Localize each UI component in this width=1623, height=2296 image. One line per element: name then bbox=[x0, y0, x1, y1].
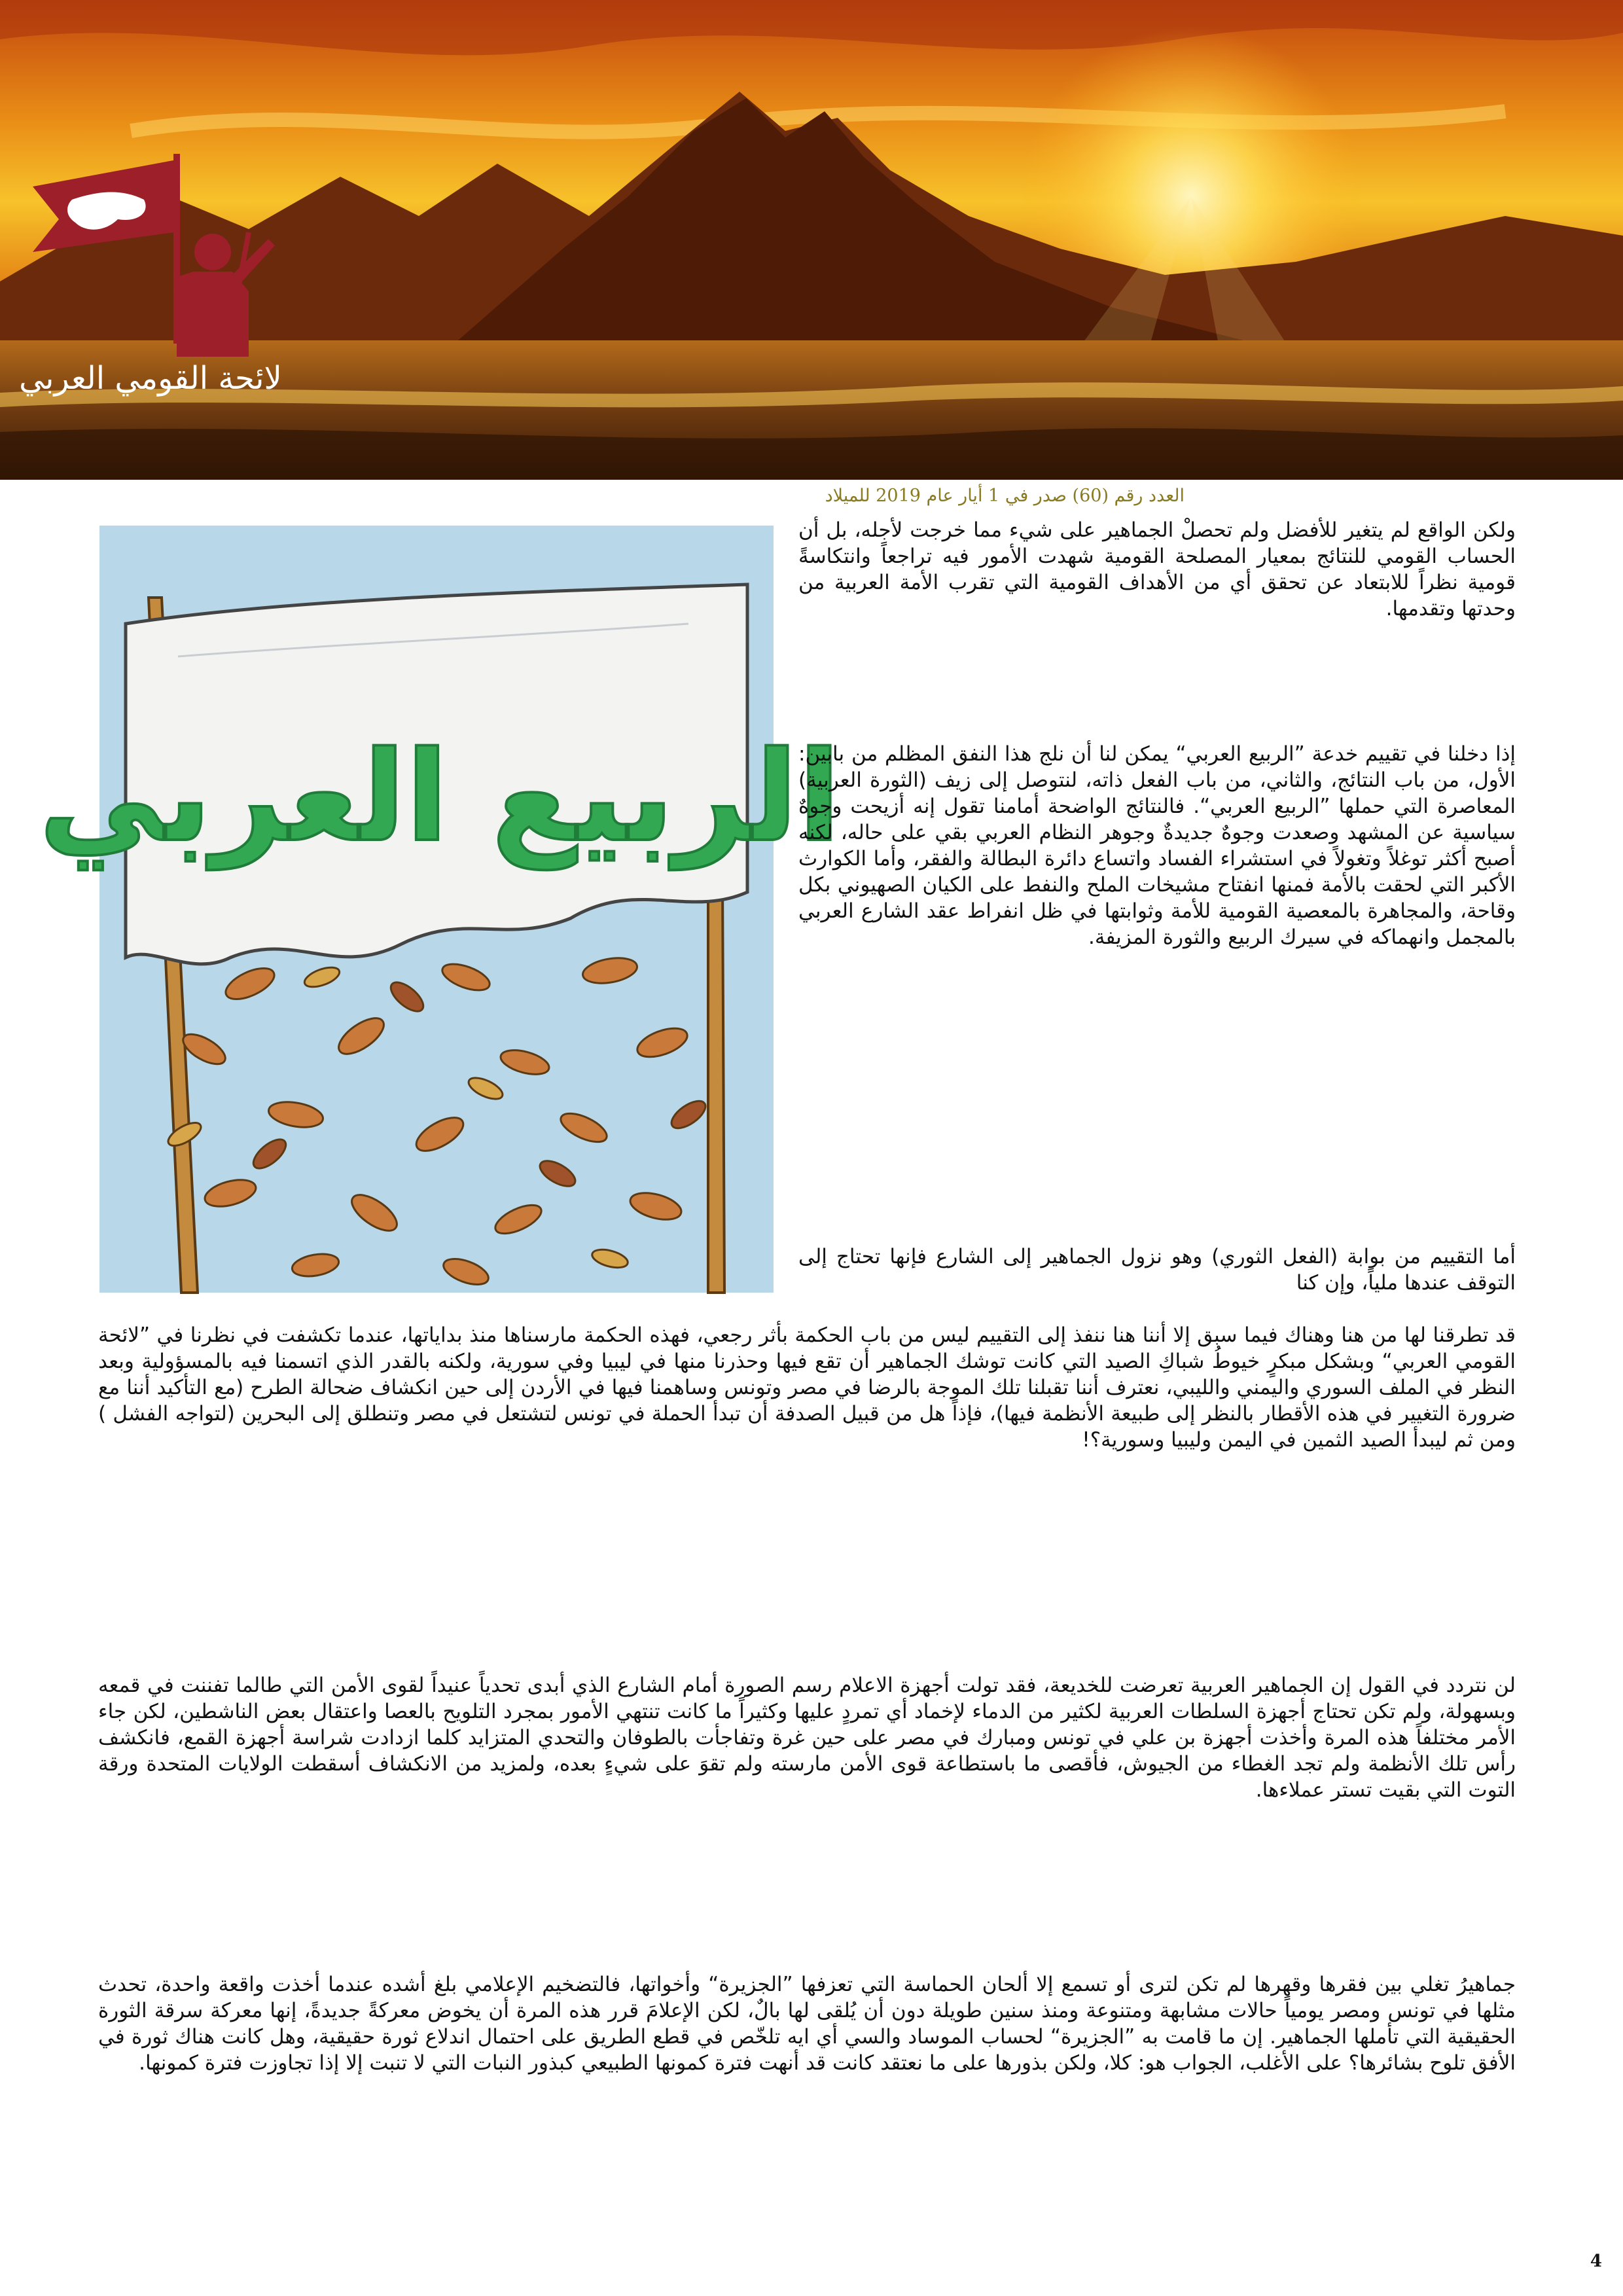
article-paragraph-3-continued: قد تطرقنا لها من هنا وهناك فيما سبق إلا أننا هنا ننفذ إلى التقييم ليس من باب الحكمة بأثر رجعي، فهذه الحكمة مارسناها منذ بداياتها، عندما تكشفت في نظرنا في ”لائحة القومي العربي“ وبشكل مبكرٍ خيوطُ شباكِ الصيد التي كانت توشك الجماهير أن تقع فيها وحذرنا منها في ليبيا وفي سورية، ولكنه بالقدر الذي اتسمنا فيه بالمسؤولية وبعد النظر في الملف السوري واليمني والليبي، نعترف أننا تقبلنا تلك الموجة بالرضا في مصر وتونس وساهمنا فيها في الأردن إلى حين انكشاف ضحالة الطرح (مع التأكيد أننا مع ضرورة التغيير في هذه الأقطار بالنظر إلى طبيعة الأنظمة فيها)، فإذاً هل من قبيل الصدفة أن تبدأ الحملة في تونس لتشتعل في مصر وتنطلق إلى البحرين (لتواجه الفشل ) ومن ثم ليبدأ الصيد الثمين في اليمن وليبيا وسورية؟! bbox=[98, 1323, 1516, 1452]
article-paragraph-4: لن نتردد في القول إن الجماهير العربية تعرضت للخديعة، فقد تولت أجهزة الاعلام رسم الصورة أمام الشارع الذي أبدى تحدياً عنيداً لقوى الأمن التي طالما تفننت في قمعه وبسهولة، ولم تكن تحتاج أجهزة السلطات العربية لكثير من الدماء لإخماد أي تمردٍ عليها وكثيراً ما كانت تنتهي الأمور بمجرد التلويح بالعصا واعتقال بعض الناشطين، لكن جاء الأمر مختلفاً هذه المرة وأخذت أجهزة بن علي في تونس ومبارك في مصر على حين غرة وتفاجأت بالطوفان والتحدي المتزايد كلما ازدادت شراسة أجهزة القمع، فانكشف رأس تلك الأنظمة ولم تجد الغطاء من الجيوش، فأقصى ما باستطاعة قوى الأمن مارسته ولم تقوَ على شيءٍ بعده، ولمزيد من الانكشاف أسقطت الولايات المتحدة ورقة التوت التي بقيت تستر عملاءها. bbox=[98, 1674, 1516, 1802]
article-paragraph-5: جماهيرُ تغلي بين فقرها وقهرها لم تكن لترى أو تسمع إلا ألحان الحماسة التي تعزفها ”الجزيرة“ وأخواتها، فالتضخيم الإعلامي بلغ أشده عندما أخذت واقعة واحدة، تحدث مثلها في تونس ومصر يومياً حالات مشابهة ومتنوعة ومنذ سنين طويلة دون أن يُلقى لها بالٌ، لكن الإعلامَ قرر هذه المرة أن يخوض معركةً جديدةً، إنها معركة سرقة الثورة الحقيقية التي تأملها الجماهير. إن ما قامت به ”الجزيرة“ لحساب الموساد والسي أي ايه تلخّص في قطع الطريق على احتمال اندلاع ثورة حقيقية، وهل كانت هناك ثورة في الأفق تلوح بشائرها؟ على الأغلب، الجواب هو: كلا، ولكن بذورها على ما نعتقد كانت قد أنهت فترة كمونها الطبيعي كبذور النبات التي لا تنبت إلا إذا تجاوزت فترة كمونها. bbox=[98, 1973, 1516, 2075]
page-number: 4 bbox=[1590, 2251, 1602, 2271]
header-banner bbox=[0, 0, 1623, 480]
issue-line: العدد رقم (60) صدر في 1 أيار عام 2019 للميلاد bbox=[825, 486, 1185, 506]
article-paragraph-2: إذا دخلنا في تقييم خدعة ”الربيع العربي“ يمكن لنا أن نلج هذا النفق المظلم من بابين: الأول، من باب النتائج، والثاني، من باب الفعل ذاته، لنتوصل إلى زيف (الثورة العربية) المعاصرة التي حملها ”الربيع العربي“. فالنتائج الواضحة أمامنا تقول إنه أزيحت وجوهٌ سياسية عن المشهد وصعدت وجوهٌ جديدةٌ وجوهر النظام العربي بقي على حاله، لكنه أصبح أكثر توغلاً وتغولاً في استشراء الفساد واتساع دائرة البطالة والفقر، وأما الكوارث الأكبر التي لحقت بالأمة فمنها انفتاح مشيخات الملح والنفط على الكيان الصهيوني بكل وقاحة، والمجاهرة بالمعصية القومية للأمة وثوابتها في ظل انفراط عقد الشارع العربي بالمجمل وانهماكه في سيرك الربيع والثورة المزيفة. bbox=[798, 742, 1516, 949]
article-paragraph-3-start: أما التقييم من بوابة (الفعل الثوري) وهو نزول الجماهير إلى الشارع فإنها تحتاج إلى التوقف عندها ملياً، وإن كنا bbox=[798, 1245, 1516, 1295]
arab-spring-illustration bbox=[39, 526, 841, 1293]
banner-text: الربيع العربي bbox=[39, 725, 841, 869]
logo-text: لائحة القومي العربي bbox=[19, 360, 282, 397]
article-paragraph-1: ولكن الواقع لم يتغير للأفضل ولم تحصلْ الجماهير على شيء مما خرجت لأجله، بل أن الحساب القومي للنتائج بمعيار المصلحة القومية شهدت الأمور فيه تراجعاً وانتكاسةً قومية نظراً للابتعاد عن تحقق أي من الأهداف القومية التي تقرب الأمة العربية من وحدتها وتقدمها. bbox=[798, 518, 1516, 620]
banner-illustration bbox=[39, 526, 841, 1293]
